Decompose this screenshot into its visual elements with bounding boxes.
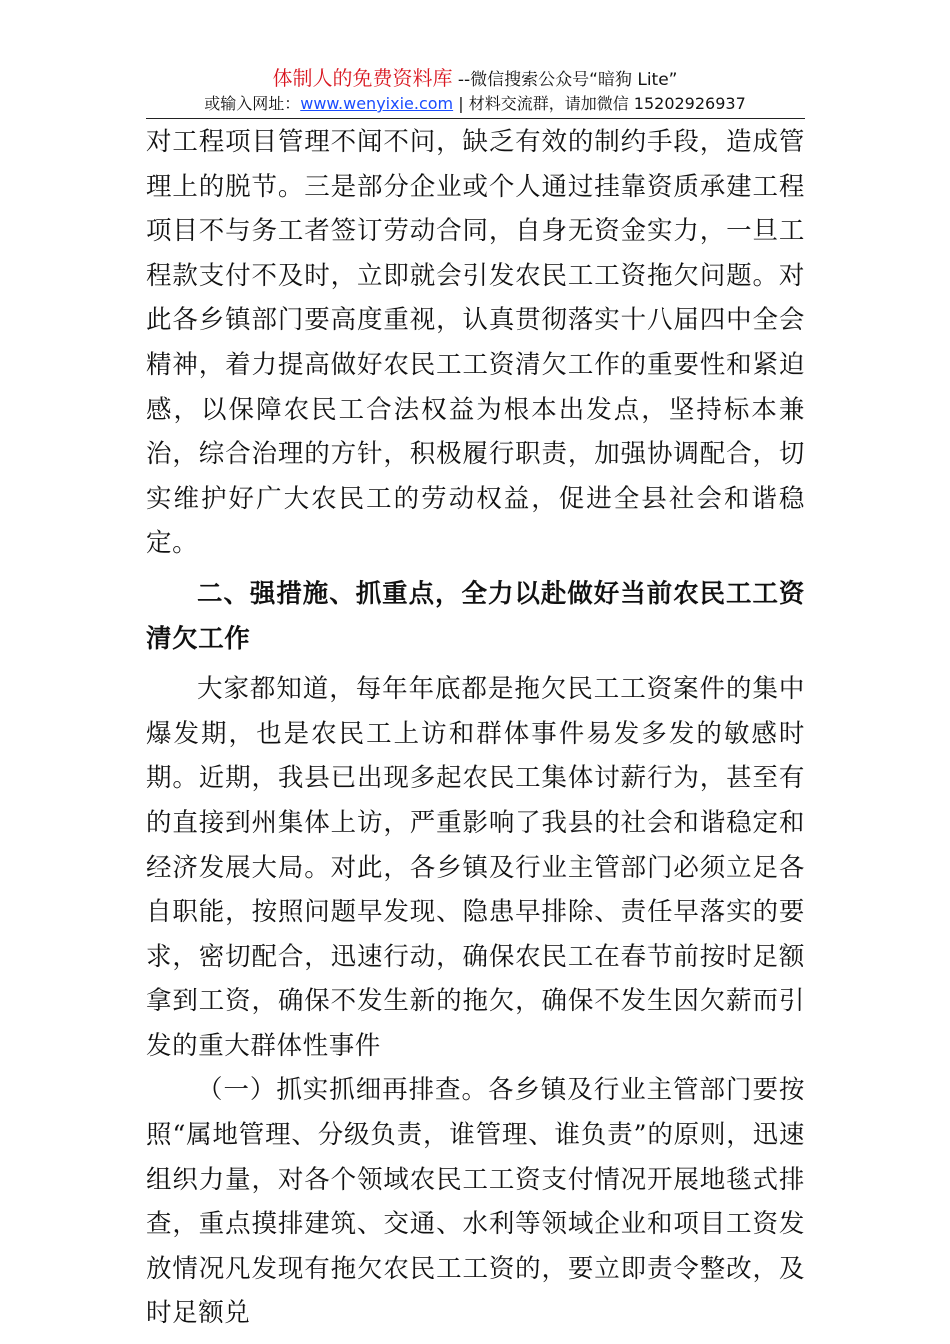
section-heading-2: 二、强措施、抓重点，全力以赴做好当前农民工工资清欠工作: [146, 578, 805, 654]
header-line-1: [0, 64, 950, 92]
contact-info: | 材料交流群，请加微信 15202926937: [453, 94, 746, 113]
header-line-2: [0, 92, 950, 116]
document-body: [146, 120, 805, 1336]
wechat-notice: --微信搜索公众号“暗狗 Lite”: [452, 70, 678, 90]
header-divider: [146, 118, 805, 119]
url-prefix: 或输入网址：: [204, 94, 301, 113]
paragraph-3: （一）抓实抓细再排查。各乡镇及行业主管部门要按照“属地管理、分级负责，谁管理、谁负责”的原则，迅速组织力量，对各个领域农民工工资支付情况开展地毯式排查，重点摸排建筑、交通、水利等领域企业和项目工资发放情况凡发现有拖欠农民工工资的，要立即责令整改，及时足额兑: [146, 1075, 805, 1329]
website-link[interactable]: www.wenyixie.com: [300, 94, 454, 113]
paragraph-1: 对工程项目管理不闻不问，缺乏有效的制约手段，造成管理上的脱节。三是部分企业或个人通过挂靠资质承建工程项目不与务工者签订劳动合同，自身无资金实力，一旦工程款支付不及时，立即就会引发农民工工资拖欠问题。对此各乡镇部门要高度重视，认真贯彻落实十八届四中全会精神，着力提高做好农民工工资清欠工作的重要性和紧迫感，以保障农民工合法权益为根本出发点，坚持标本兼治，综合治理的方针，积极履行职责，加强协调配合，切实维护好广大农民工的劳动权益，促进全县社会和谐稳定。: [146, 127, 805, 559]
paragraph-2: 大家都知道，每年年底都是拖欠民工工资案件的集中爆发期，也是农民工上访和群体事件易发多发的敏感时期。近期，我县已出现多起农民工集体讨薪行为，甚至有的直接到州集体上访，严重影响了我县的社会和谐稳定和经济发展大局。对此，各乡镇及行业主管部门必须立足各自职能，按照问题早发现、隐患早排除、责任早落实的要求，密切配合，迅速行动，确保农民工在春节前按时足额拿到工资，确保不发生新的拖欠，确保不发生因欠薪而引发的重大群体性事件: [146, 674, 805, 1061]
watermark-header: [0, 64, 950, 116]
brand-title: 体制人的免费资料库: [272, 66, 453, 90]
